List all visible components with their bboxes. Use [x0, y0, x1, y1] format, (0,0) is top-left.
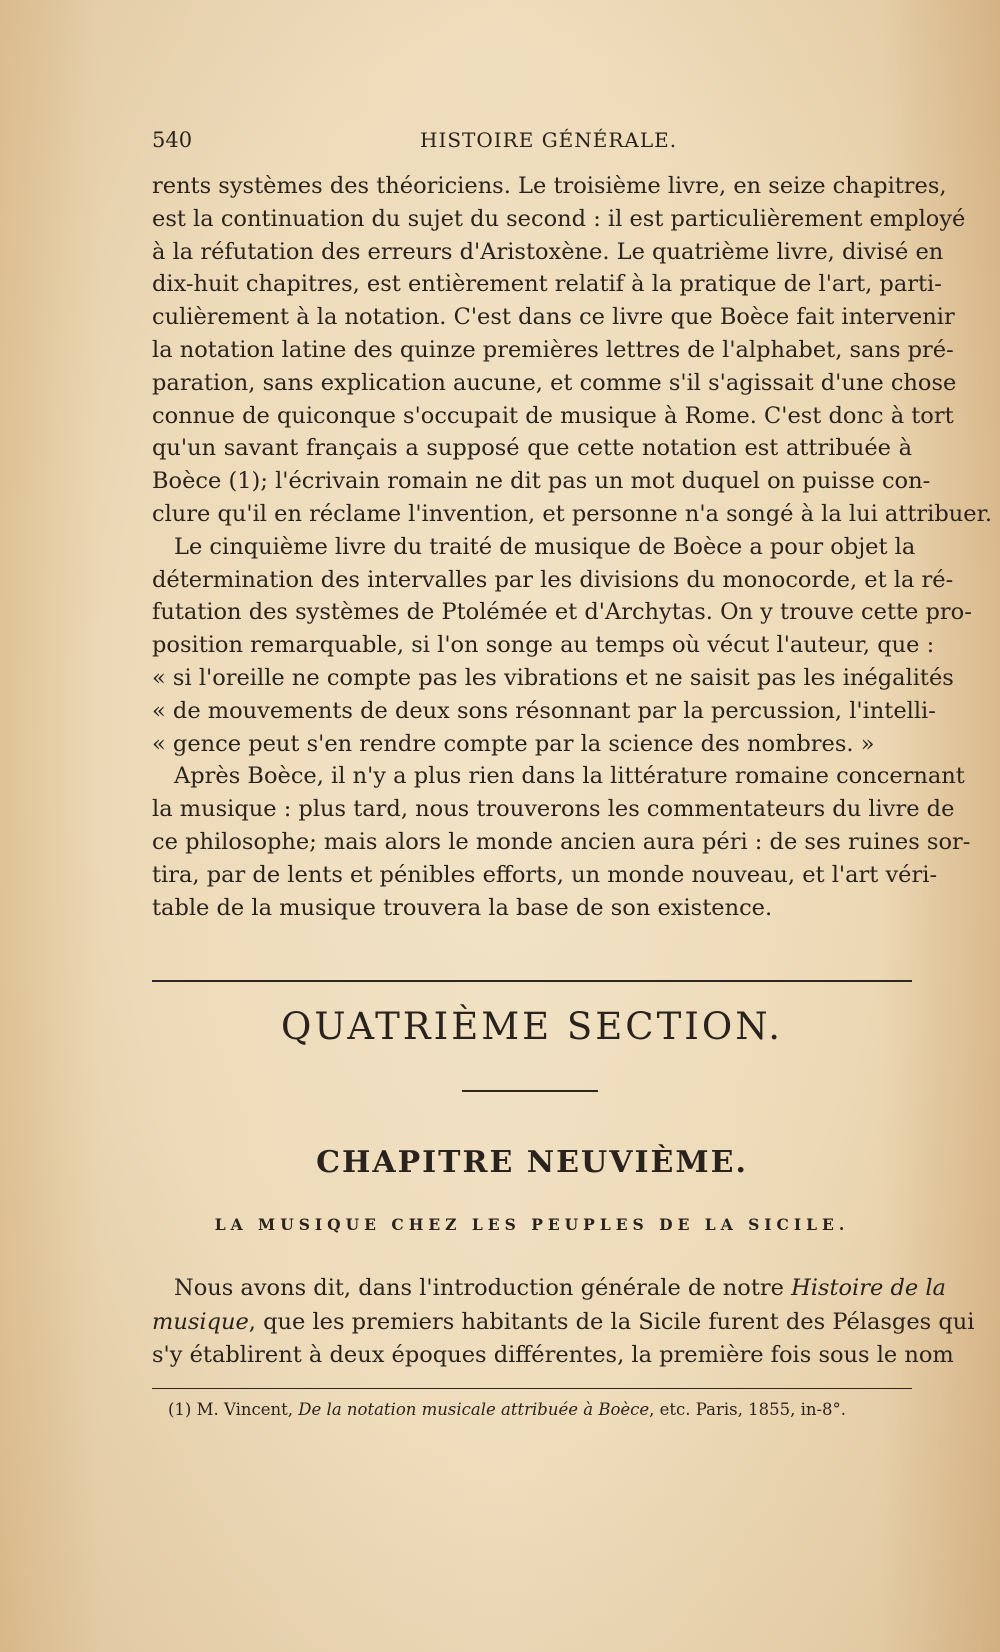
text-line: qu'un savant français a supposé que cette notation est attribuée à: [152, 435, 912, 462]
footnote-marker: (1): [168, 1400, 192, 1419]
text-line: tira, par de lents et pénibles efforts, un monde nouveau, et l'art véri-: [152, 861, 938, 888]
page-number: 540: [152, 128, 193, 152]
text-line: est la continuation du sujet du second : il est particulièrement employé: [152, 205, 966, 232]
text-line: s'y établirent à deux époques différentes, la première fois sous le nom: [152, 1342, 954, 1368]
text-line: table de la musique trouvera la base de son existence.: [152, 894, 773, 921]
text-line: Le cinquième livre du traité de musique de Boèce a pour objet la: [174, 533, 916, 560]
footnote: [168, 1400, 908, 1419]
section-divider: [152, 980, 912, 982]
footnote-author: M. Vincent,: [196, 1400, 299, 1419]
text-line: « gence peut s'en rendre compte par la science des nombres. »: [152, 730, 875, 757]
text-run: Nous avons dit, dans l'introduction générale de notre: [174, 1275, 792, 1301]
text-line: futation des systèmes de Ptolémée et d'Archytas. On y trouve cette pro-: [152, 599, 972, 626]
footnote-work: De la notation musicale attribuée à Boèce: [298, 1400, 650, 1419]
text-line: la notation latine des quinze premières lettres de l'alphabet, sans pré-: [152, 336, 954, 363]
text-line: [152, 1272, 946, 1306]
text-line: la musique : plus tard, nous trouverons les commentateurs du livre de: [152, 796, 955, 823]
section-title: QUATRIÈME SECTION.: [281, 1005, 783, 1048]
text-line: [152, 1306, 975, 1340]
text-line: paration, sans explication aucune, et comme s'il s'agissait d'une chose: [152, 369, 957, 396]
text-line: connue de quiconque s'occupait de musique à Rome. C'est donc à tort: [152, 402, 954, 429]
short-divider: [462, 1090, 598, 1092]
main-text: [152, 170, 993, 924]
chapter-subtitle: LA MUSIQUE CHEZ LES PEUPLES DE LA SICILE.: [214, 1215, 850, 1234]
text-line: position remarquable, si l'on songe au temps où vécut l'auteur, que :: [152, 632, 935, 659]
page-header: [152, 128, 912, 158]
text-run: , que les premiers habitants de la Sicile furent des Pélasges qui: [248, 1308, 975, 1335]
italic-title: musique: [152, 1308, 249, 1335]
text-line: ce philosophe; mais alors le monde ancien aura péri : de ses ruines sor-: [152, 828, 971, 855]
text-line: clure qu'il en réclame l'invention, et personne n'a songé à la lui attribuer.: [152, 500, 993, 527]
text-line: « de mouvements de deux sons résonnant par la percussion, l'intelli-: [152, 697, 936, 724]
footnote-divider: [152, 1388, 912, 1389]
text-line: Boèce (1); l'écrivain romain ne dit pas un mot duquel on puisse con-: [152, 468, 931, 495]
paragraph-3: [152, 760, 971, 924]
italic-title: Histoire de la: [791, 1275, 946, 1301]
paragraph-2: [152, 531, 972, 761]
text-line: Après Boèce, il n'y a plus rien dans la littérature romaine concernant: [174, 763, 965, 790]
text-line: détermination des intervalles par les divisions du monocorde, et la ré-: [152, 566, 954, 593]
chapter-title: CHAPITRE NEUVIÈME.: [316, 1145, 748, 1180]
running-title: HISTOIRE GÉNÉRALE.: [420, 128, 678, 152]
paragraph-1: [152, 170, 993, 531]
text-line: à la réfutation des erreurs d'Aristoxène. Le quatrième livre, divisé en: [152, 238, 944, 265]
text-line: dix-huit chapitres, est entièrement relatif à la pratique de l'art, parti-: [152, 271, 942, 298]
text-line: culièrement à la notation. C'est dans ce livre que Boèce fait intervenir: [152, 304, 955, 331]
footnote-rest: , etc. Paris, 1855, in-8°.: [649, 1400, 847, 1419]
text-line: « si l'oreille ne compte pas les vibrations et ne saisit pas les inégalités: [152, 664, 954, 691]
chapter-text: [152, 1272, 975, 1373]
text-line: rents systèmes des théoriciens. Le troisième livre, en seize chapitres,: [152, 173, 947, 199]
